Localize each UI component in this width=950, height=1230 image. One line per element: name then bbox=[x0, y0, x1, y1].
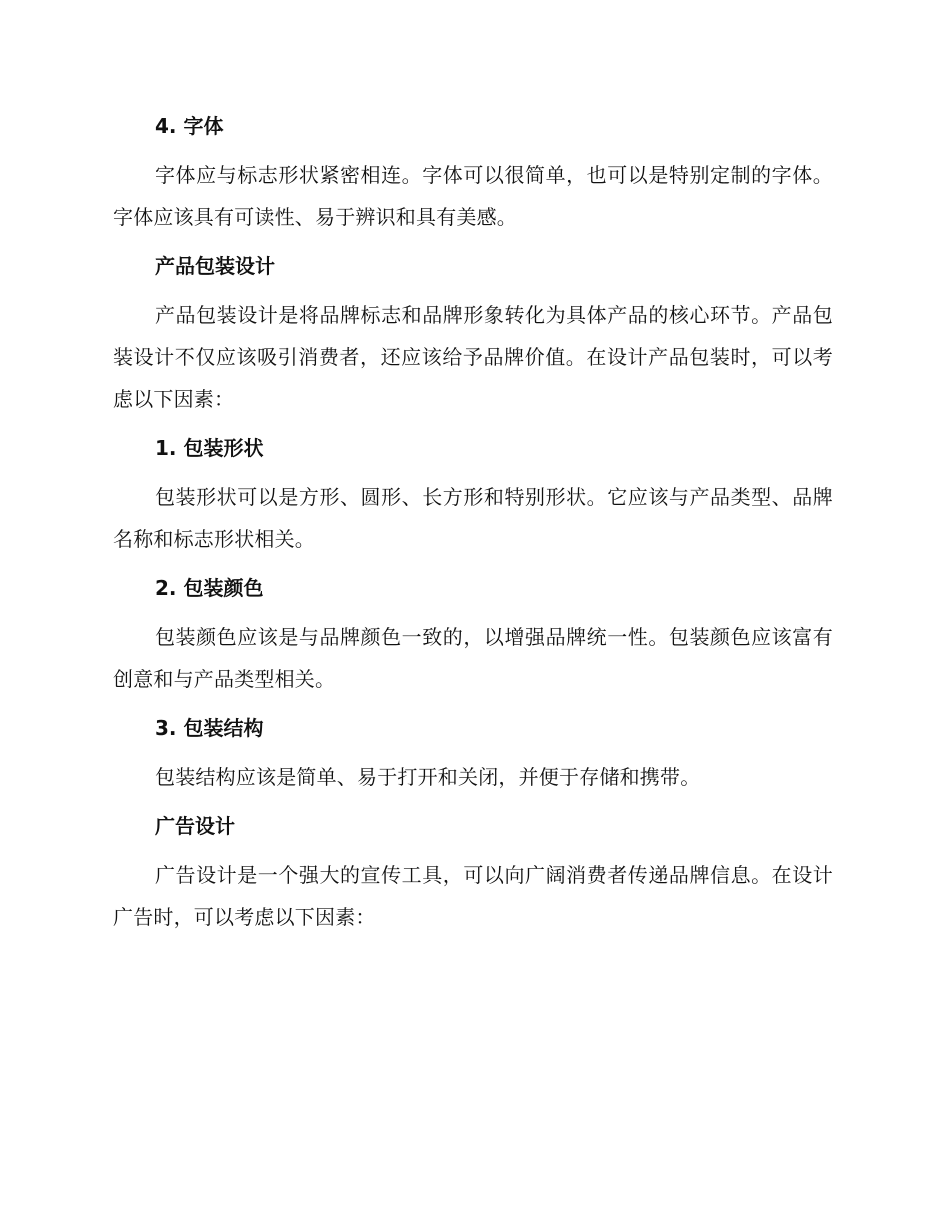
heading-packaging-color: 2. 包装颜色 bbox=[155, 576, 264, 600]
heading-ad-design: 广告设计 bbox=[155, 814, 235, 838]
paragraph-font: 字体应与标志形状紧密相连。字体可以很简单，也可以是特别定制的字体。字体应该具有可读性、易于辨识和具有美感。 bbox=[113, 163, 833, 229]
paragraph-ad-design: 广告设计是一个强大的宣传工具，可以向广阔消费者传递品牌信息。在设计广告时，可以考虑以下因素： bbox=[113, 863, 833, 929]
paragraph-packaging-structure: 包装结构应该是简单、易于打开和关闭，并便于存储和携带。 bbox=[155, 765, 701, 789]
paragraph-packaging-shape: 包装形状可以是方形、圆形、长方形和特别形状。它应该与产品类型、品牌名称和标志形状相关。 bbox=[113, 485, 833, 551]
paragraph-packaging-design: 产品包装设计是将品牌标志和品牌形象转化为具体产品的核心环节。产品包装设计不仅应该吸引消费者，还应该给予品牌价值。在设计产品包装时，可以考虑以下因素： bbox=[113, 303, 833, 411]
heading-packaging-design: 产品包装设计 bbox=[155, 254, 275, 278]
heading-packaging-shape: 1. 包装形状 bbox=[155, 436, 264, 460]
heading-packaging-structure: 3. 包装结构 bbox=[155, 716, 264, 740]
paragraph-packaging-color: 包装颜色应该是与品牌颜色一致的，以增强品牌统一性。包装颜色应该富有创意和与产品类型相关。 bbox=[113, 625, 833, 691]
heading-font: 4. 字体 bbox=[155, 114, 224, 138]
document-body bbox=[113, 110, 833, 938]
